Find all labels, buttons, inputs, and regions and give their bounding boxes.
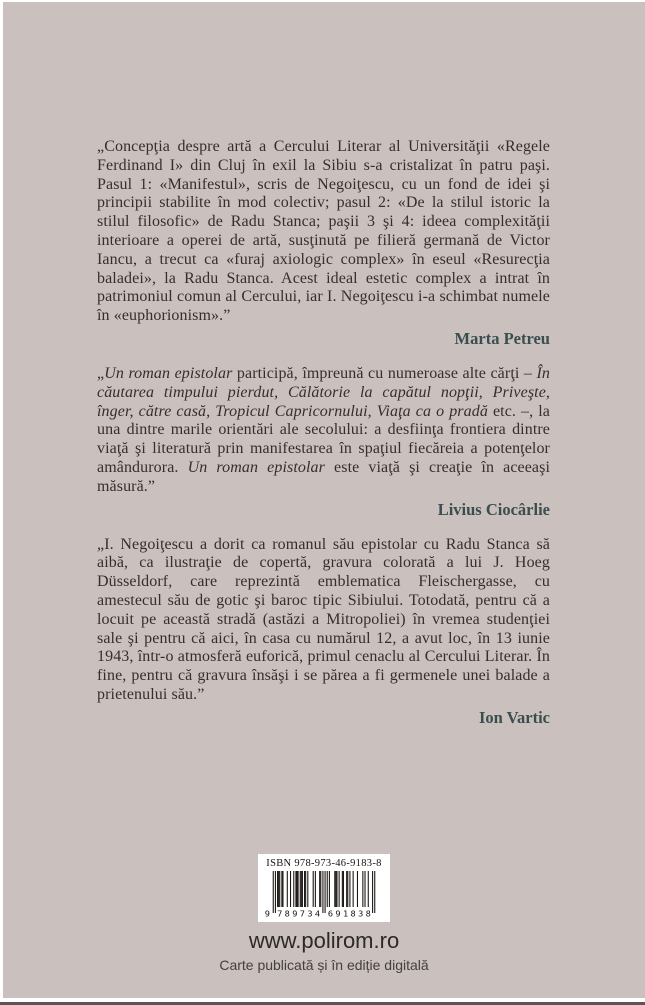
quote-attribution: Marta Petreu [454,328,550,348]
svg-text:3: 3 [307,908,313,919]
barcode [258,854,390,922]
book-back-cover [3,2,645,998]
svg-text:3: 3 [358,908,364,919]
quote-block [97,138,550,348]
quote-text: „I. Negoiţescu a dorit ca romanul său epistolar cu Radu Stanca să aibă, ca ilustraţie de copertă, gravura colorată a lui J. Hoeg Düsseldorf, care reprezintă emblematica Fleischergasse, cu amestecul său de gotic şi baroc tipic Sibiului. Totodată, pentru că a locuit pe această stradă (astăzi a Mitropoliei) în vremea studenţiei sale şi pentru că aici, în casa cu numărul 12, a avut loc, în 13 iunie 1943, într-o atmosferă euforică, primul cenaclu al Cercului Literar. În fine, pentru că gravura însăşi i se părea a fi germenele unei balade a prietenului său.” [97,535,550,703]
svg-text:9: 9 [264,908,270,919]
quote-attribution: Ion Vartic [478,707,550,727]
svg-text:8: 8 [284,908,290,919]
svg-text:9: 9 [335,908,341,919]
quote-text: „Un roman epistolar participă, împreună cu numeroase alte cărţi – În căutarea timpului pierdut, Călătorie la capătul nopţii, Priveşte, înger, către casă, Tropicul Capricornului, Viaţa ca o pradă etc. –, la una dintre marile orientări ale secolului: a desfiinţa frontiera dintre viaţă şi literatură prin manifestarea în spaţiul fiecăreia a potenţelor amândurora. Un roman epistolar este viaţă şi creaţie în aceeaşi măsură.” [97,364,551,495]
svg-text:9: 9 [292,908,298,919]
svg-text:4: 4 [314,908,321,919]
svg-text:8: 8 [365,908,371,919]
quote-attribution: Livius Ciocârlie [437,499,550,519]
quotes-column [97,138,550,744]
publisher-footer [3,853,645,974]
digital-edition-note: Carte publicată și în ediție digitală [219,957,429,973]
svg-text:8: 8 [350,908,356,919]
publisher-website: www.polirom.ro [248,928,400,953]
barcode-bars [263,871,385,920]
svg-text:7: 7 [277,908,283,919]
quote-block [97,365,550,519]
quote-block [97,536,550,727]
quote-text: „Concepţia despre artă a Cercului Literar al Universităţii «Regele Ferdinand I» din Cluj în exil la Sibiu s-a cristalizat în patru paşi. Pasul 1: «Manifestul», scris de Negoiţescu, cu un fond de idei şi principii stabilite în mod colectiv; pasul 2: «De la stilul istoric la stilul filosofic» de Radu Stanca; paşii 3 şi 4: ideea complexităţii interioare a operei de artă, susţinută pe filieră germană de Victor Iancu, a trecut ca «furaj axiologic complex» în eseul «Resurecţia baladei», la Radu Stanca. Acest ideal estetic complex a intrat în patrimoniul comun al Cercului, iar I. Negoiţescu i-a schimbat numele în «euphorionism».” [97,138,550,325]
svg-text:7: 7 [299,908,306,919]
isbn-label: ISBN 978-973-46-9183-8 [266,858,382,869]
svg-text:6: 6 [327,908,334,919]
svg-text:1: 1 [342,908,349,919]
